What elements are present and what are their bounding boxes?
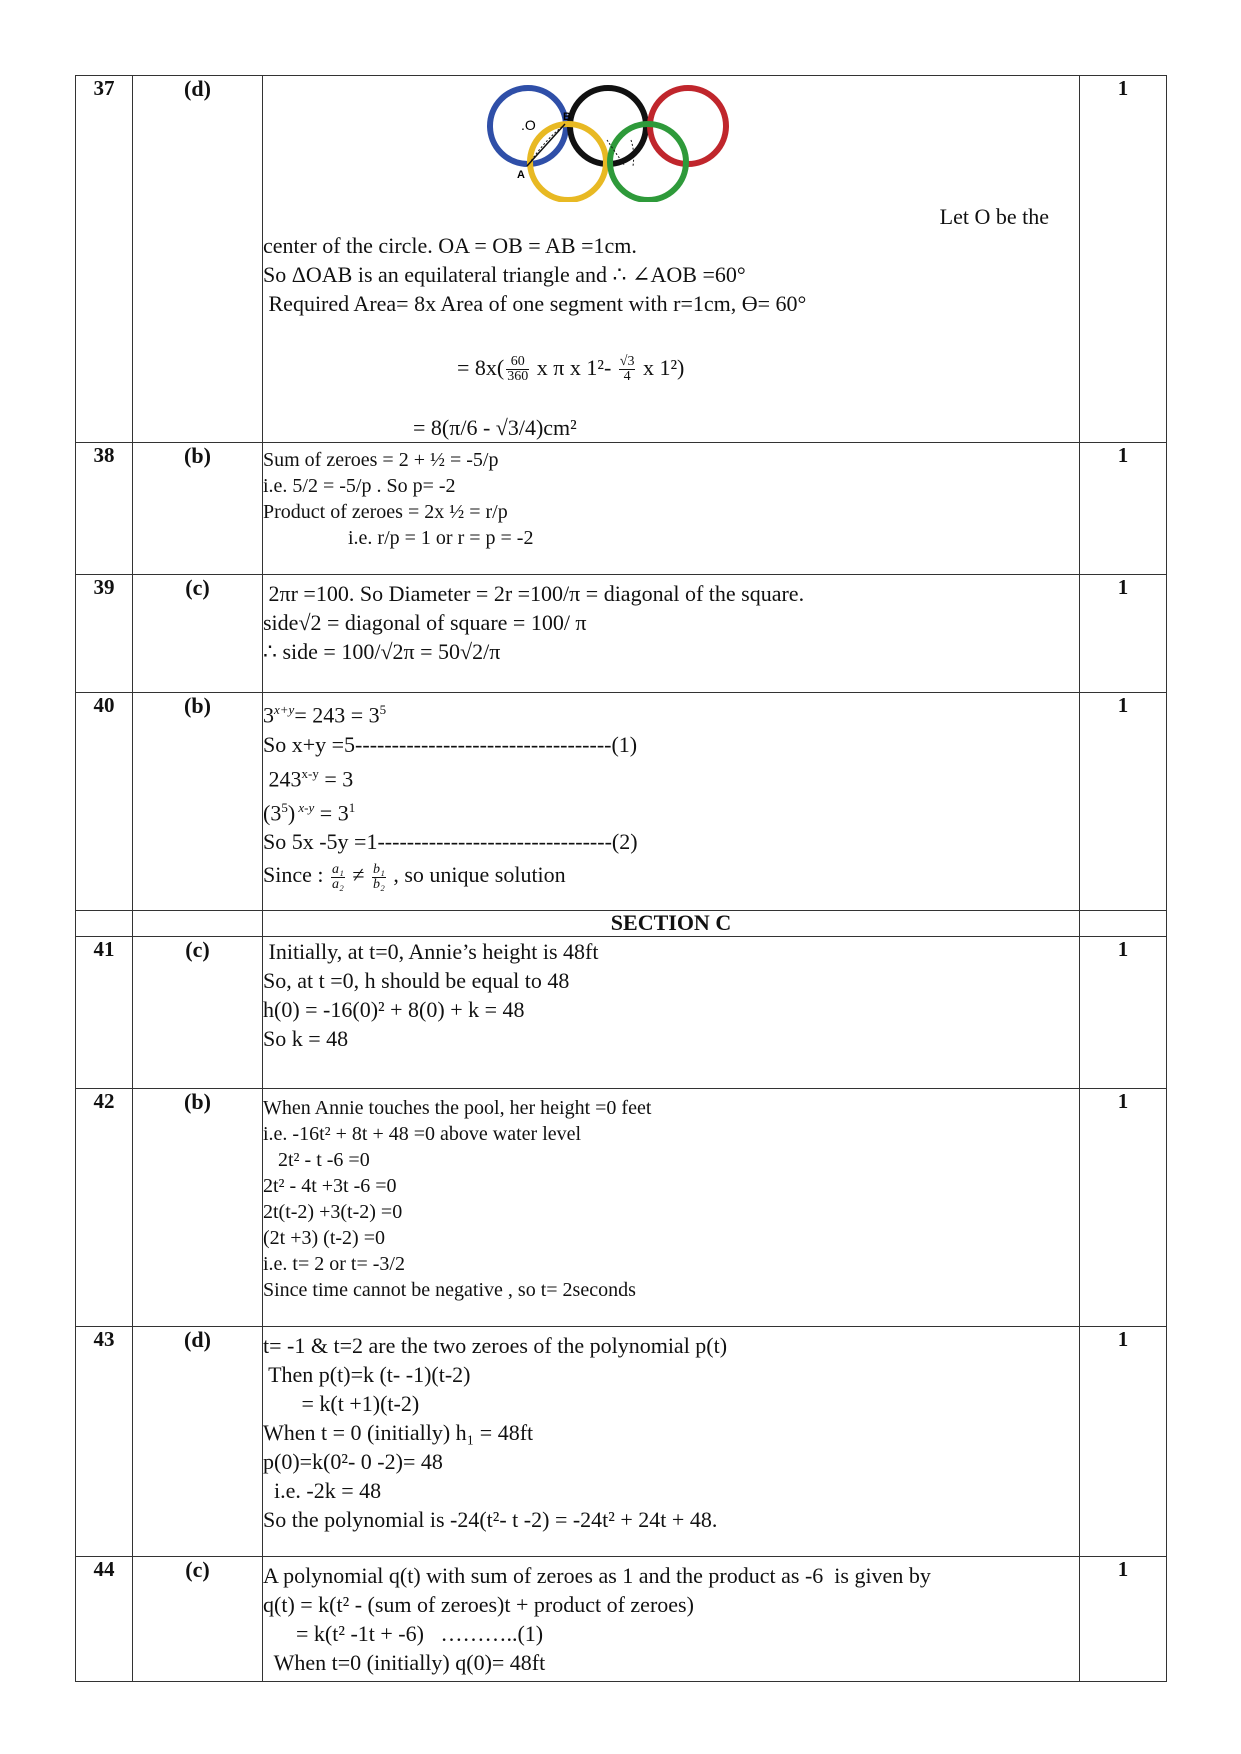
- equation-line: = 8x( $\frac{60}{360}$ x π x 1²- $\frac{√3}{4}$ x 1²): [457, 354, 685, 385]
- marks: 1: [1080, 76, 1167, 443]
- solution-line: (2t +3) (t-2) =0: [263, 1227, 385, 1250]
- solution-line: Product of zeroes = 2x ½ = r/p: [263, 501, 508, 524]
- marks: 1: [1080, 693, 1167, 911]
- solution-cell: [263, 1557, 1080, 1682]
- fraction: $\frac{60}{360}$: [507, 354, 529, 385]
- answer-option: (c): [133, 1557, 263, 1682]
- solution-line: So the polynomial is -24(t²- t -2) = -24t² + 24t + 48.: [263, 1507, 718, 1533]
- solution-line: 2πr =100. So Diameter = 2r =100/π = diagonal of the square.: [263, 581, 805, 607]
- solution-line: side√2 = diagonal of square = 100/ π: [263, 610, 587, 636]
- question-number: 43: [76, 1327, 133, 1557]
- solution-line: i.e. t= 2 or t= -3/2: [263, 1253, 405, 1276]
- point-b-label: B: [563, 111, 571, 123]
- fraction: $\frac{√3}{4}$: [619, 354, 635, 385]
- solution-line: When Annie touches the pool, her height =0 feet: [263, 1097, 652, 1120]
- solution-cell: [263, 1327, 1080, 1557]
- section-header-row: [76, 911, 1167, 937]
- marks: 1: [1080, 1557, 1167, 1682]
- solution-line: Since time cannot be negative , so t= 2seconds: [263, 1279, 636, 1302]
- figure-caption: Let O be the: [939, 204, 1049, 229]
- solution-line: 2t(t-2) +3(t-2) =0: [263, 1201, 403, 1224]
- solution-line: t= -1 & t=2 are the two zeroes of the polynomial p(t): [263, 1333, 728, 1359]
- fraction: $\frac{\text{b₁}}{\text{b₂}}$: [372, 861, 385, 892]
- answer-option: (b): [133, 1089, 263, 1327]
- solution-line: A polynomial q(t) with sum of zeroes as 1 and the product as -6 is given by: [263, 1563, 931, 1589]
- solution-cell: [263, 1089, 1080, 1327]
- marks: 1: [1080, 1327, 1167, 1557]
- solution-line: Then p(t)=k (t- -1)(t-2): [263, 1362, 471, 1388]
- question-number: 39: [76, 575, 133, 693]
- solution-cell: [263, 76, 1080, 443]
- solution-line: So, at t =0, h should be equal to 48: [263, 968, 570, 994]
- section-title: SECTION C: [263, 911, 1080, 937]
- solution-line: i.e. r/p = 1 or r = p = -2: [263, 527, 534, 550]
- question-number: 41: [76, 937, 133, 1089]
- solution-line: 2t² - 4t +3t -6 =0: [263, 1175, 397, 1198]
- question-number: 38: [76, 443, 133, 575]
- marks: 1: [1080, 443, 1167, 575]
- solution-line: Sum of zeroes = 2 + ½ = -5/p: [263, 449, 499, 472]
- answer-option: (d): [133, 76, 263, 443]
- solution-line: h(0) = -16(0)² + 8(0) + k = 48: [263, 997, 525, 1023]
- solution-line: = k(t +1)(t-2): [263, 1391, 420, 1417]
- question-number: 40: [76, 693, 133, 911]
- marks: 1: [1080, 1089, 1167, 1327]
- table-row: [76, 937, 1167, 1089]
- point-o-label: .O: [521, 117, 536, 133]
- equation-line: $3^{x+y}= 243 = 3^5$: [263, 702, 387, 728]
- fraction: $\frac{\text{a₁}}{\text{a₂}}$: [332, 861, 344, 892]
- answer-option: (d): [133, 1327, 263, 1557]
- table-row: [76, 443, 1167, 575]
- solution-line: When t=0 (initially) q(0)= 48ft: [263, 1650, 546, 1676]
- table-row: [76, 1557, 1167, 1682]
- solution-line: p(0)=k(0²- 0 -2)= 48: [263, 1449, 443, 1475]
- table-row: [76, 1327, 1167, 1557]
- question-number: 44: [76, 1557, 133, 1682]
- solution-cell: [263, 443, 1080, 575]
- solution-cell: [263, 937, 1080, 1089]
- table-row: [76, 693, 1167, 911]
- table-row: [76, 1089, 1167, 1327]
- solution-line: ∴ side = 100/√2π = 50√2/π: [263, 639, 501, 665]
- solution-line: i.e. -2k = 48: [263, 1478, 382, 1504]
- marks: 1: [1080, 575, 1167, 693]
- solution-line: When t = 0 (initially) h₁ = 48ft: [263, 1420, 534, 1446]
- solution-line: i.e. 5/2 = -5/p . So p= -2: [263, 475, 456, 498]
- answer-option: (c): [133, 937, 263, 1089]
- answer-option: (b): [133, 443, 263, 575]
- point-a-label: A: [517, 169, 525, 181]
- olympic-rings-figure: [483, 82, 733, 202]
- equation-line: $(3^5) ^{x-y} = 3^1$: [263, 800, 356, 826]
- question-number: 42: [76, 1089, 133, 1327]
- equation-line: Since : $\frac{\text{a₁}}{\text{a₂}}$ ≠ $\frac{\text{b₁}}{\text{b₂}}$ , so unique solution: [263, 861, 566, 892]
- solution-line: Required Area= 8x Area of one segment with r=1cm, ϴ= 60°: [263, 291, 807, 316]
- solution-line: 2t² - t -6 =0: [263, 1149, 370, 1172]
- answer-option: (b): [133, 693, 263, 911]
- question-number: 37: [76, 76, 133, 443]
- table-row: [76, 76, 1167, 443]
- solution-line: Initially, at t=0, Annie’s height is 48ft: [263, 939, 599, 965]
- equation-line: So 5x -5y =1--------------------------------(2): [263, 829, 638, 855]
- table-row: [76, 575, 1167, 693]
- equation-line: = 8(π/6 - √3/4)cm²: [413, 415, 577, 441]
- solution-line: So k = 48: [263, 1026, 349, 1052]
- solution-cell: [263, 693, 1080, 911]
- solution-line: center of the circle. OA = OB = AB =1cm.: [263, 233, 637, 258]
- solution-line: So ΔOAB is an equilateral triangle and ∴ ∠AOB =60°: [263, 262, 746, 287]
- answer-option: (c): [133, 575, 263, 693]
- solution-line: = k(t² -1t + -6) ………..(1): [263, 1621, 544, 1647]
- equation-line: $243^{x-y} = 3$: [263, 765, 354, 792]
- marks: 1: [1080, 937, 1167, 1089]
- solution-cell: [263, 575, 1080, 693]
- solution-line: q(t) = k(t² - (sum of zeroes)t + product of zeroes): [263, 1592, 694, 1618]
- equation-line: So x+y =5-----------------------------------(1): [263, 731, 638, 757]
- solution-line: i.e. -16t² + 8t + 48 =0 above water level: [263, 1123, 582, 1146]
- answer-key-table: [75, 75, 1167, 1682]
